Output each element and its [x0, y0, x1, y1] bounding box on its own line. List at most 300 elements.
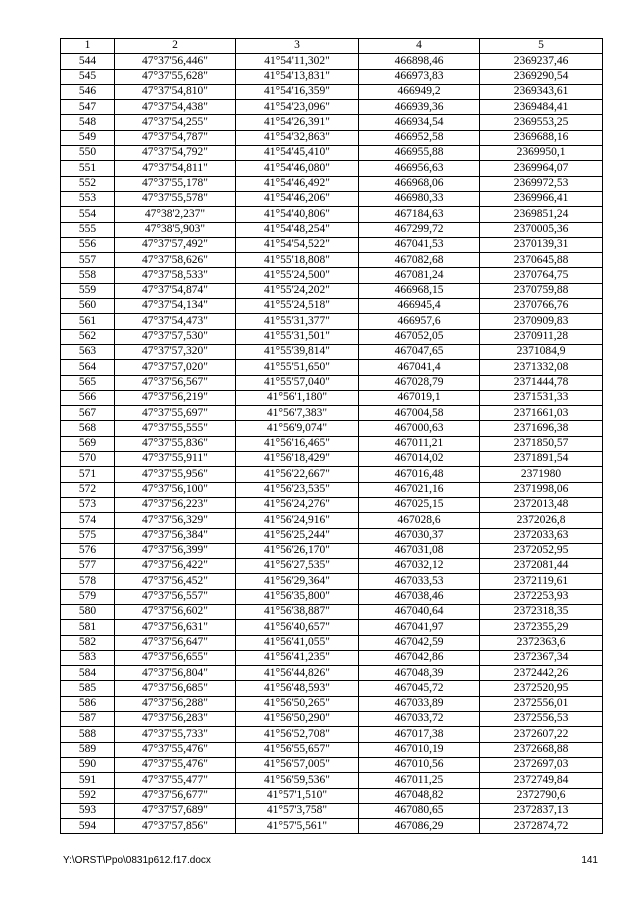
x-coordinate-cell: 467082,68: [359, 253, 480, 268]
point-number-cell: 554: [61, 207, 115, 222]
point-number-cell: 545: [61, 69, 115, 84]
point-number-cell: 548: [61, 115, 115, 130]
x-coordinate-cell: 467004,58: [359, 406, 480, 421]
point-number-cell: 588: [61, 727, 115, 742]
latitude-cell: 47°37'56,647": [115, 635, 236, 650]
longitude-cell: 41°54'16,359": [236, 84, 359, 99]
latitude-cell: 47°37'56,329": [115, 513, 236, 528]
x-coordinate-cell: 466934,54: [359, 115, 480, 130]
longitude-cell: 41°56'50,290": [236, 712, 359, 727]
point-number-cell: 593: [61, 803, 115, 818]
latitude-cell: 47°37'56,804": [115, 666, 236, 681]
latitude-cell: 47°37'55,733": [115, 727, 236, 742]
latitude-cell: 47°37'57,530": [115, 329, 236, 344]
point-number-cell: 594: [61, 819, 115, 834]
table-row: [61, 130, 603, 145]
point-number-cell: 549: [61, 130, 115, 145]
y-coordinate-cell: 2372253,93: [480, 589, 603, 604]
y-coordinate-cell: 2372442,26: [480, 666, 603, 681]
longitude-cell: 41°56'22,667": [236, 467, 359, 482]
latitude-cell: 47°37'54,874": [115, 283, 236, 298]
y-coordinate-cell: 2372026,8: [480, 513, 603, 528]
longitude-cell: 41°56'24,916": [236, 513, 359, 528]
table-row: [61, 696, 603, 711]
x-coordinate-cell: 466898,46: [359, 54, 480, 69]
latitude-cell: 47°37'54,787": [115, 130, 236, 145]
x-coordinate-cell: 467033,53: [359, 574, 480, 589]
x-coordinate-cell: 467042,59: [359, 635, 480, 650]
longitude-cell: 41°56'25,244": [236, 528, 359, 543]
x-coordinate-cell: 467052,05: [359, 329, 480, 344]
latitude-cell: 47°37'57,020": [115, 360, 236, 375]
longitude-cell: 41°56'35,800": [236, 589, 359, 604]
longitude-cell: 41°56'18,429": [236, 452, 359, 467]
longitude-cell: 41°54'23,096": [236, 100, 359, 115]
table-row: [61, 329, 603, 344]
point-number-cell: 568: [61, 421, 115, 436]
point-number-cell: 574: [61, 513, 115, 528]
y-coordinate-cell: 2371332,08: [480, 360, 603, 375]
longitude-cell: 41°57'1,510": [236, 788, 359, 803]
table-row: [61, 283, 603, 298]
latitude-cell: 47°37'54,811": [115, 161, 236, 176]
point-number-cell: 567: [61, 406, 115, 421]
point-number-cell: 569: [61, 436, 115, 451]
latitude-cell: 47°38'5,903": [115, 222, 236, 237]
table-row: [61, 436, 603, 451]
longitude-cell: 41°56'24,276": [236, 497, 359, 512]
longitude-cell: 41°56'40,657": [236, 620, 359, 635]
table-row: [61, 390, 603, 405]
table-row: [61, 681, 603, 696]
longitude-cell: 41°55'24,202": [236, 283, 359, 298]
longitude-cell: 41°55'31,377": [236, 314, 359, 329]
latitude-cell: 47°37'55,477": [115, 773, 236, 788]
latitude-cell: 47°37'55,628": [115, 69, 236, 84]
table-row: [61, 360, 603, 375]
y-coordinate-cell: 2372355,29: [480, 620, 603, 635]
longitude-cell: 41°56'41,055": [236, 635, 359, 650]
longitude-cell: 41°55'24,518": [236, 299, 359, 314]
point-number-cell: 586: [61, 696, 115, 711]
table-row: [61, 421, 603, 436]
x-coordinate-cell: 467014,02: [359, 452, 480, 467]
table-row: [61, 222, 603, 237]
latitude-cell: 47°37'56,223": [115, 497, 236, 512]
table-row: [61, 69, 603, 84]
x-coordinate-cell: 467080,65: [359, 803, 480, 818]
latitude-cell: 47°37'56,399": [115, 543, 236, 558]
latitude-cell: 47°37'58,533": [115, 268, 236, 283]
longitude-cell: 41°56'23,535": [236, 482, 359, 497]
table-row: [61, 237, 603, 252]
column-header-4: 4: [359, 39, 480, 54]
table-row: [61, 589, 603, 604]
point-number-cell: 560: [61, 299, 115, 314]
longitude-cell: 41°54'40,806": [236, 207, 359, 222]
longitude-cell: 41°55'57,040": [236, 375, 359, 390]
table-row: [61, 666, 603, 681]
latitude-cell: 47°37'56,685": [115, 681, 236, 696]
table-row: [61, 788, 603, 803]
table-row: [61, 513, 603, 528]
y-coordinate-cell: 2372013,48: [480, 497, 603, 512]
point-number-cell: 570: [61, 452, 115, 467]
longitude-cell: 41°54'54,522": [236, 237, 359, 252]
x-coordinate-cell: 467010,56: [359, 757, 480, 772]
x-coordinate-cell: 467033,72: [359, 712, 480, 727]
y-coordinate-cell: 2370645,88: [480, 253, 603, 268]
x-coordinate-cell: 467010,19: [359, 742, 480, 757]
latitude-cell: 47°37'56,602": [115, 604, 236, 619]
y-coordinate-cell: 2371998,06: [480, 482, 603, 497]
latitude-cell: 47°37'54,255": [115, 115, 236, 130]
point-number-cell: 592: [61, 788, 115, 803]
y-coordinate-cell: 2371850,57: [480, 436, 603, 451]
longitude-cell: 41°56'16,465": [236, 436, 359, 451]
latitude-cell: 47°37'56,100": [115, 482, 236, 497]
longitude-cell: 41°54'46,492": [236, 176, 359, 191]
point-number-cell: 578: [61, 574, 115, 589]
latitude-cell: 47°37'55,178": [115, 176, 236, 191]
longitude-cell: 41°56'59,536": [236, 773, 359, 788]
table-row: [61, 314, 603, 329]
x-coordinate-cell: 467019,1: [359, 390, 480, 405]
point-number-cell: 547: [61, 100, 115, 115]
point-number-cell: 579: [61, 589, 115, 604]
longitude-cell: 41°56'27,535": [236, 559, 359, 574]
y-coordinate-cell: 2369964,07: [480, 161, 603, 176]
y-coordinate-cell: 2372318,35: [480, 604, 603, 619]
y-coordinate-cell: 2371891,54: [480, 452, 603, 467]
table-row: [61, 635, 603, 650]
latitude-cell: 47°37'55,555": [115, 421, 236, 436]
y-coordinate-cell: 2369553,25: [480, 115, 603, 130]
y-coordinate-cell: 2370911,28: [480, 329, 603, 344]
point-number-cell: 581: [61, 620, 115, 635]
point-number-cell: 571: [61, 467, 115, 482]
y-coordinate-cell: 2372033,63: [480, 528, 603, 543]
longitude-cell: 41°57'3,758": [236, 803, 359, 818]
point-number-cell: 559: [61, 283, 115, 298]
y-coordinate-cell: 2372052,95: [480, 543, 603, 558]
point-number-cell: 546: [61, 84, 115, 99]
latitude-cell: 47°37'56,219": [115, 390, 236, 405]
y-coordinate-cell: 2370759,88: [480, 283, 603, 298]
table-row: [61, 375, 603, 390]
point-number-cell: 591: [61, 773, 115, 788]
latitude-cell: 47°37'56,446": [115, 54, 236, 69]
x-coordinate-cell: 467041,53: [359, 237, 480, 252]
longitude-cell: 41°57'5,561": [236, 819, 359, 834]
longitude-cell: 41°54'32,863": [236, 130, 359, 145]
table-row: [61, 559, 603, 574]
longitude-cell: 41°56'52,708": [236, 727, 359, 742]
table-row: [61, 803, 603, 818]
point-number-cell: 551: [61, 161, 115, 176]
y-coordinate-cell: 2372119,61: [480, 574, 603, 589]
point-number-cell: 563: [61, 344, 115, 359]
y-coordinate-cell: 2369290,54: [480, 69, 603, 84]
y-coordinate-cell: 2371084,9: [480, 344, 603, 359]
y-coordinate-cell: 2371444,78: [480, 375, 603, 390]
table-row: [61, 115, 603, 130]
point-number-cell: 577: [61, 559, 115, 574]
x-coordinate-cell: 466955,88: [359, 146, 480, 161]
longitude-cell: 41°54'45,410": [236, 146, 359, 161]
y-coordinate-cell: 2372790,6: [480, 788, 603, 803]
table-header-row: [61, 39, 603, 54]
y-coordinate-cell: 2369237,46: [480, 54, 603, 69]
point-number-cell: 550: [61, 146, 115, 161]
x-coordinate-cell: 467041,4: [359, 360, 480, 375]
latitude-cell: 47°37'55,911": [115, 452, 236, 467]
column-header-5: 5: [480, 39, 603, 54]
latitude-cell: 47°37'57,856": [115, 819, 236, 834]
latitude-cell: 47°37'56,567": [115, 375, 236, 390]
table-row: [61, 268, 603, 283]
point-number-cell: 585: [61, 681, 115, 696]
latitude-cell: 47°37'55,836": [115, 436, 236, 451]
x-coordinate-cell: 467047,65: [359, 344, 480, 359]
coordinates-table-body: [61, 39, 603, 834]
longitude-cell: 41°55'24,500": [236, 268, 359, 283]
table-row: [61, 100, 603, 115]
longitude-cell: 41°56'48,593": [236, 681, 359, 696]
y-coordinate-cell: 2369851,24: [480, 207, 603, 222]
y-coordinate-cell: 2372837,13: [480, 803, 603, 818]
longitude-cell: 41°55'51,650": [236, 360, 359, 375]
column-header-2: 2: [115, 39, 236, 54]
point-number-cell: 576: [61, 543, 115, 558]
point-number-cell: 561: [61, 314, 115, 329]
latitude-cell: 47°37'55,697": [115, 406, 236, 421]
x-coordinate-cell: 467032,12: [359, 559, 480, 574]
y-coordinate-cell: 2369484,41: [480, 100, 603, 115]
table-row: [61, 819, 603, 834]
y-coordinate-cell: 2372697,03: [480, 757, 603, 772]
x-coordinate-cell: 467031,08: [359, 543, 480, 558]
x-coordinate-cell: 466980,33: [359, 191, 480, 206]
latitude-cell: 47°37'56,283": [115, 712, 236, 727]
point-number-cell: 575: [61, 528, 115, 543]
longitude-cell: 41°54'26,391": [236, 115, 359, 130]
x-coordinate-cell: 467042,86: [359, 650, 480, 665]
table-row: [61, 604, 603, 619]
y-coordinate-cell: 2369688,16: [480, 130, 603, 145]
point-number-cell: 555: [61, 222, 115, 237]
column-header-1: 1: [61, 39, 115, 54]
longitude-cell: 41°56'1,180": [236, 390, 359, 405]
longitude-cell: 41°54'46,080": [236, 161, 359, 176]
table-row: [61, 299, 603, 314]
table-row: [61, 482, 603, 497]
x-coordinate-cell: 467017,38: [359, 727, 480, 742]
latitude-cell: 47°37'55,476": [115, 742, 236, 757]
x-coordinate-cell: 467028,6: [359, 513, 480, 528]
point-number-cell: 590: [61, 757, 115, 772]
y-coordinate-cell: 2370005,36: [480, 222, 603, 237]
x-coordinate-cell: 467000,63: [359, 421, 480, 436]
longitude-cell: 41°55'31,501": [236, 329, 359, 344]
point-number-cell: 584: [61, 666, 115, 681]
x-coordinate-cell: 466949,2: [359, 84, 480, 99]
table-row: [61, 207, 603, 222]
x-coordinate-cell: 467028,79: [359, 375, 480, 390]
y-coordinate-cell: 2372520,95: [480, 681, 603, 696]
y-coordinate-cell: 2371661,03: [480, 406, 603, 421]
latitude-cell: 47°37'54,810": [115, 84, 236, 99]
latitude-cell: 47°37'56,677": [115, 788, 236, 803]
y-coordinate-cell: 2372607,22: [480, 727, 603, 742]
latitude-cell: 47°37'56,422": [115, 559, 236, 574]
table-row: [61, 620, 603, 635]
latitude-cell: 47°37'56,384": [115, 528, 236, 543]
table-row: [61, 650, 603, 665]
table-row: [61, 757, 603, 772]
y-coordinate-cell: 2370766,76: [480, 299, 603, 314]
point-number-cell: 557: [61, 253, 115, 268]
x-coordinate-cell: 467048,82: [359, 788, 480, 803]
x-coordinate-cell: 467045,72: [359, 681, 480, 696]
x-coordinate-cell: 467048,39: [359, 666, 480, 681]
point-number-cell: 589: [61, 742, 115, 757]
y-coordinate-cell: 2372081,44: [480, 559, 603, 574]
longitude-cell: 41°56'57,005": [236, 757, 359, 772]
x-coordinate-cell: 466956,63: [359, 161, 480, 176]
y-coordinate-cell: 2372363,6: [480, 635, 603, 650]
latitude-cell: 47°37'54,438": [115, 100, 236, 115]
y-coordinate-cell: 2372874,72: [480, 819, 603, 834]
table-row: [61, 84, 603, 99]
x-coordinate-cell: 467011,21: [359, 436, 480, 451]
table-row: [61, 452, 603, 467]
longitude-cell: 41°56'50,265": [236, 696, 359, 711]
x-coordinate-cell: 467011,25: [359, 773, 480, 788]
longitude-cell: 41°56'7,383": [236, 406, 359, 421]
y-coordinate-cell: 2371980: [480, 467, 603, 482]
y-coordinate-cell: 2370764,75: [480, 268, 603, 283]
table-row: [61, 742, 603, 757]
table-row: [61, 712, 603, 727]
y-coordinate-cell: 2369343,61: [480, 84, 603, 99]
latitude-cell: 47°37'55,476": [115, 757, 236, 772]
x-coordinate-cell: 467086,29: [359, 819, 480, 834]
longitude-cell: 41°56'41,235": [236, 650, 359, 665]
x-coordinate-cell: 466968,06: [359, 176, 480, 191]
table-row: [61, 253, 603, 268]
y-coordinate-cell: 2372556,53: [480, 712, 603, 727]
longitude-cell: 41°56'55,657": [236, 742, 359, 757]
x-coordinate-cell: 467030,37: [359, 528, 480, 543]
latitude-cell: 47°37'56,655": [115, 650, 236, 665]
table-row: [61, 54, 603, 69]
x-coordinate-cell: 467021,16: [359, 482, 480, 497]
point-number-cell: 556: [61, 237, 115, 252]
y-coordinate-cell: 2371531,33: [480, 390, 603, 405]
x-coordinate-cell: 466945,4: [359, 299, 480, 314]
table-row: [61, 528, 603, 543]
x-coordinate-cell: 467016,48: [359, 467, 480, 482]
longitude-cell: 41°55'18,808": [236, 253, 359, 268]
longitude-cell: 41°54'13,831": [236, 69, 359, 84]
latitude-cell: 47°37'55,956": [115, 467, 236, 482]
latitude-cell: 47°38'2,237": [115, 207, 236, 222]
table-row: [61, 543, 603, 558]
x-coordinate-cell: 467081,24: [359, 268, 480, 283]
x-coordinate-cell: 467184,63: [359, 207, 480, 222]
x-coordinate-cell: 466939,36: [359, 100, 480, 115]
coordinates-table: [60, 38, 603, 834]
latitude-cell: 47°37'56,288": [115, 696, 236, 711]
point-number-cell: 587: [61, 712, 115, 727]
y-coordinate-cell: 2369966,41: [480, 191, 603, 206]
y-coordinate-cell: 2369972,53: [480, 176, 603, 191]
table-row: [61, 574, 603, 589]
x-coordinate-cell: 467033,89: [359, 696, 480, 711]
table-row: [61, 773, 603, 788]
y-coordinate-cell: 2369950,1: [480, 146, 603, 161]
y-coordinate-cell: 2372668,88: [480, 742, 603, 757]
point-number-cell: 562: [61, 329, 115, 344]
y-coordinate-cell: 2372367,34: [480, 650, 603, 665]
longitude-cell: 41°56'9,074": [236, 421, 359, 436]
longitude-cell: 41°56'26,170": [236, 543, 359, 558]
longitude-cell: 41°54'11,302": [236, 54, 359, 69]
latitude-cell: 47°37'56,557": [115, 589, 236, 604]
point-number-cell: 580: [61, 604, 115, 619]
latitude-cell: 47°37'55,578": [115, 191, 236, 206]
y-coordinate-cell: 2372556,01: [480, 696, 603, 711]
latitude-cell: 47°37'54,134": [115, 299, 236, 314]
table-row: [61, 191, 603, 206]
point-number-cell: 572: [61, 482, 115, 497]
latitude-cell: 47°37'54,473": [115, 314, 236, 329]
footer-page-number: 141: [581, 855, 598, 866]
latitude-cell: 47°37'56,452": [115, 574, 236, 589]
x-coordinate-cell: 467041,97: [359, 620, 480, 635]
x-coordinate-cell: 466957,6: [359, 314, 480, 329]
latitude-cell: 47°37'58,626": [115, 253, 236, 268]
x-coordinate-cell: 467040,64: [359, 604, 480, 619]
table-row: [61, 467, 603, 482]
point-number-cell: 583: [61, 650, 115, 665]
longitude-cell: 41°55'39,814": [236, 344, 359, 359]
latitude-cell: 47°37'57,492": [115, 237, 236, 252]
x-coordinate-cell: 467299,72: [359, 222, 480, 237]
x-coordinate-cell: 467025,15: [359, 497, 480, 512]
latitude-cell: 47°37'54,792": [115, 146, 236, 161]
point-number-cell: 573: [61, 497, 115, 512]
table-row: [61, 344, 603, 359]
column-header-3: 3: [236, 39, 359, 54]
footer-file-path: Y:\ORST\Ppo\0831p612.f17.docx: [63, 855, 211, 866]
table-row: [61, 497, 603, 512]
point-number-cell: 553: [61, 191, 115, 206]
point-number-cell: 582: [61, 635, 115, 650]
point-number-cell: 558: [61, 268, 115, 283]
x-coordinate-cell: 466973,83: [359, 69, 480, 84]
table-row: [61, 146, 603, 161]
x-coordinate-cell: 466952,58: [359, 130, 480, 145]
x-coordinate-cell: 466968,15: [359, 283, 480, 298]
table-row: [61, 727, 603, 742]
latitude-cell: 47°37'57,689": [115, 803, 236, 818]
point-number-cell: 552: [61, 176, 115, 191]
latitude-cell: 47°37'57,320": [115, 344, 236, 359]
y-coordinate-cell: 2372749,84: [480, 773, 603, 788]
longitude-cell: 41°54'48,254": [236, 222, 359, 237]
